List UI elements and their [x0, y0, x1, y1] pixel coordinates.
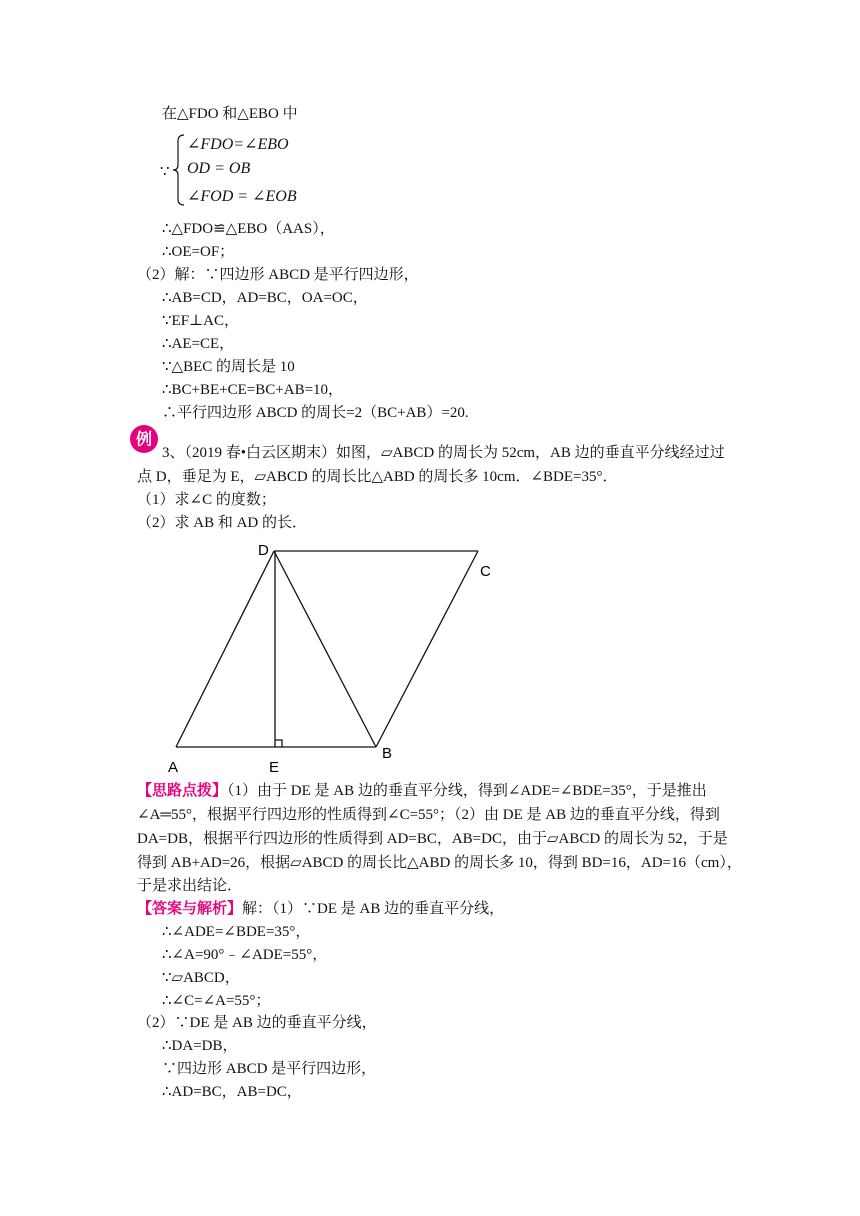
side-cb: [376, 551, 478, 747]
label-d: D: [258, 542, 269, 559]
proof-line: ∴平行四边形 ABCD 的周长=2（BC+AB）=20.: [162, 405, 469, 421]
example-statement-line2: 点 D，垂足为 E，▱ABCD 的周长比△ABD 的周长多 10cm．∠BDE=35°．: [137, 469, 618, 485]
answer-line: ∵▱ABCD，: [162, 970, 240, 986]
answer-head: 解：（1）∵DE 是 AB 边的垂直平分线，: [242, 901, 505, 917]
label-b: B: [382, 745, 393, 762]
proof-line: ∵EF⊥AC，: [162, 313, 239, 329]
side-ad: [176, 551, 274, 747]
answer-line: ∴∠ADE=∠BDE=35°，: [162, 924, 311, 940]
system-row-1: ∠FDO=∠EBO: [187, 136, 289, 153]
right-angle-mark: [275, 740, 282, 747]
proof-line: ∴AE=CE，: [162, 336, 235, 352]
proof-line: ∴AB=CD，AD=BC，OA=OC，: [162, 290, 368, 306]
hint-line3: DA=DB，根据平行四边形的性质得到 AD=BC，AB=DC，由于▱ABCD 的周长为 52，于是: [137, 831, 728, 847]
answer-line: ∵四边形 ABCD 是平行四边形，: [162, 1061, 377, 1077]
label-a: A: [168, 759, 179, 776]
answer-tag: 【答案与解析】: [137, 901, 243, 917]
hint-text: （1）由于 DE 是 AB 边的垂直平分线，得到∠ADE=∠BDE=35°，于是推出: [227, 783, 707, 799]
example-badge-icon: [129, 424, 157, 452]
proof-line: ∴OE=OF；: [162, 244, 235, 260]
diagonal-db: [274, 551, 376, 747]
proof-intro: 在△FDO 和△EBO 中: [162, 106, 298, 122]
part2-header: （2）解：∵四边形 ABCD 是平行四边形，: [137, 267, 419, 283]
hint-line4: 得到 AB+AD=26，根据▱ABCD 的周长比△ABD 的周长多 10，得到 BD=16，AD=16（cm），: [137, 855, 742, 871]
proof-line: ∵△BEC 的周长是 10: [162, 359, 295, 375]
because-symbol: ∵: [160, 164, 170, 180]
answer-line: ∴DA=DB，: [162, 1038, 238, 1054]
proof-line: ∴BC+BE+CE=BC+AB=10，: [162, 382, 344, 398]
answer-line: ∴AD=BC，AB=DC，: [162, 1084, 302, 1100]
system-row-3: ∠FOD = ∠EOB: [187, 188, 297, 205]
parallelogram-figure: [150, 530, 510, 780]
question-1: （1）求∠C 的度数；: [137, 492, 276, 508]
hint-line5: 于是求出结论．: [137, 878, 243, 894]
question-2: （2）求 AB 和 AD 的长．: [137, 515, 308, 531]
system-row-2: OD = OB: [187, 160, 251, 177]
proof-line: ∴△FDO≌△EBO（AAS），: [162, 221, 335, 237]
hint-tag: 【思路点拨】: [137, 783, 228, 799]
hint-line2: ∠A═55°，根据平行四边形的性质得到∠C=55°；（2）由 DE 是 AB 边的垂直平分线，得到: [137, 807, 720, 823]
left-brace-icon: [172, 133, 186, 207]
label-e: E: [269, 759, 280, 776]
hint-line1: [137, 781, 707, 801]
answer-part2-header: （2）∵DE 是 AB 边的垂直平分线，: [137, 1015, 377, 1031]
example-badge-label: 例: [135, 431, 153, 449]
label-c: C: [480, 563, 491, 580]
answer-line1: [137, 899, 504, 919]
example-statement-line1: 3、（2019 春•白云区期末）如图，▱ABCD 的周长为 52cm，AB 边的垂直平分线经过过: [162, 445, 725, 461]
answer-line: ∴∠A=90°﹣∠ADE=55°，: [162, 947, 328, 963]
answer-line: ∴∠C=∠A=55°；: [162, 993, 271, 1009]
